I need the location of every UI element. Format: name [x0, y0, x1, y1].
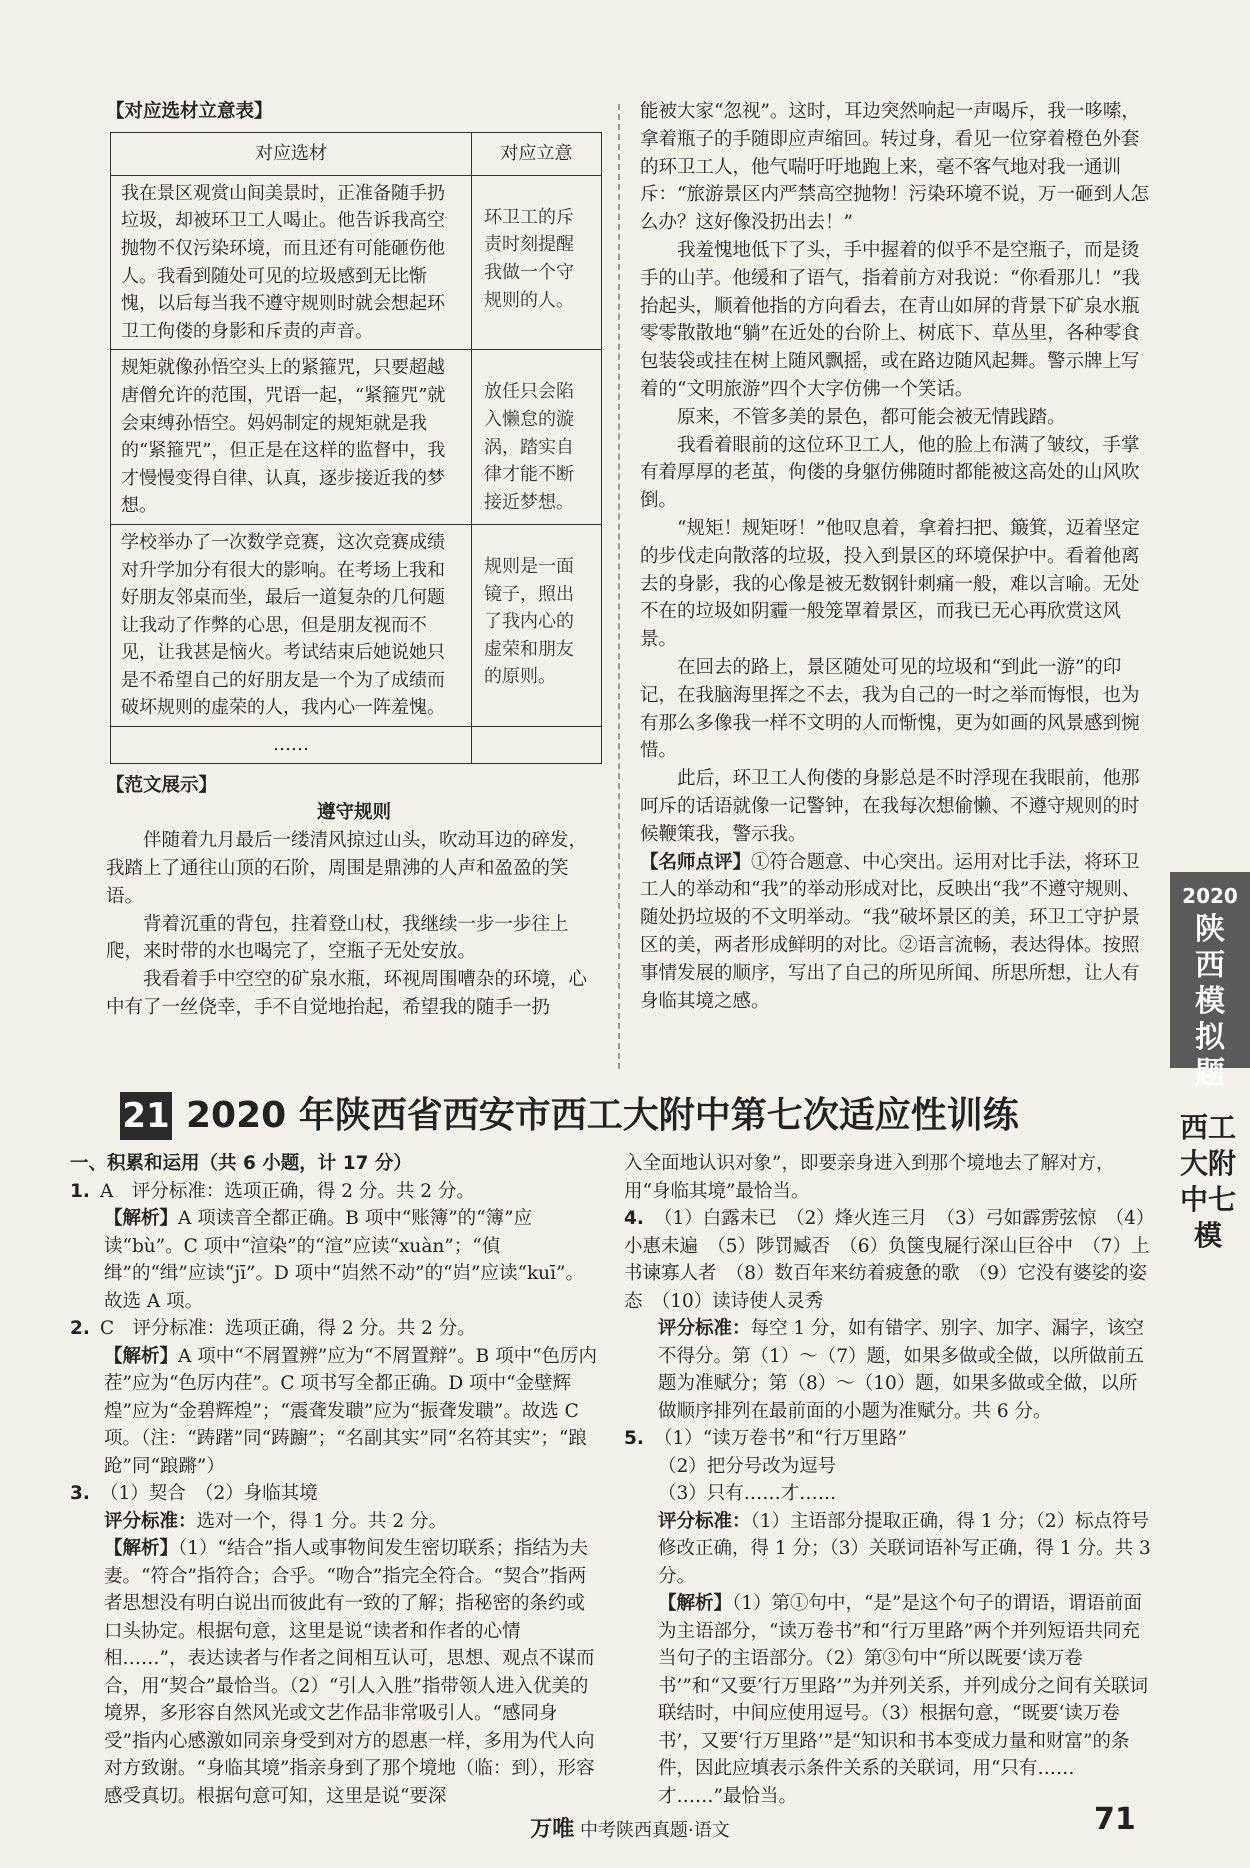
- side-tab-year: [1170, 872, 1250, 1091]
- essay-paragraph: 我看着手中空空的矿泉水瓶，环视周围嘈杂的环境，心中有了一丝侥幸，手不自觉地抬起，希望我的随手一扔: [106, 969, 588, 1019]
- explanation-text: 选对一个，得 1 分。共 2 分。: [196, 1510, 448, 1532]
- section-heading: 一、积累和运用（共 6 小题，计 17 分）: [70, 1153, 412, 1174]
- page-number: 71: [1094, 1802, 1136, 1837]
- essay-paragraph: “规矩！规矩呀！”他叹息着，拿着扫把、簸箕，迈着坚定的步伐走向散落的垃圾，投入到景区的环境保护中。看着他离去的身影，我的心像是被无数钢针刺痛一般，难以言喻。无处不在的垃圾如阴霾一般笼罩着景区，而我已无心再欣赏这风景。: [640, 517, 1140, 651]
- answer-item: [70, 1315, 600, 1343]
- essay-paragraph: 伴随着九月最后一缕清风掠过山头，吹动耳边的碎发，我踏上了通往山顶的石阶，周围是鼎沸的人声和盈盈的笑语。: [106, 830, 588, 907]
- explanation-label: 【解析】: [104, 1538, 179, 1559]
- explanation-text: A 项读音全都正确。B 项中“账簿”的“簿”应读“bù”。C 项中“渲染”的“渲”应读“xuàn”；“偵缉”的“缉”应读“jī”。D 项中“岿然不动”的“岿”应读“kuī”。故选 A 项。: [104, 1208, 584, 1312]
- table-col-material: 对应选材: [111, 132, 472, 175]
- right-column: [640, 98, 1156, 1015]
- answer-text: （1）白露未已 （2）烽火连三月 （3）弓如霹雳弦惊 （4）小惠未遍 （5）陟罚臧否 （6）负箧曳屣行深山巨谷中 （7）上书谏寡人者 （8）数百年来纺着疲惫的歌 （9）它没有婆娑的姿态 （10）读诗使人灵秀: [624, 1208, 1150, 1312]
- explanation-text: A 项中“不屑置辨”应为“不屑置辩”。B 项中“色厉内茬”应为“色厉内荏”。C 项书写全都正确。D 项中“金壁辉煌”应为“金碧辉煌”；“震聋发聩”应为“振聋发聩”。故选 C 项。（注：“踌躇”同“踌躕”；“名副其实”同“名符其实”；“踉跄”同“踉蹡”）: [104, 1345, 598, 1477]
- question-number: 3.: [70, 1483, 90, 1504]
- answer-text: （1）契合 （2）身临其境: [100, 1483, 318, 1504]
- answer-text: （1）“读万卷书”和“行万里路”: [654, 1428, 908, 1449]
- side-tab-school: 西工大附中七模: [1179, 1111, 1236, 1252]
- explanation-text: （1）第①句中，“是”是这个句子的谓语，谓语前面为主语部分，“读万卷书”和“行万里路”两个并列短语共同充当句子的主语部分。（2）第③句中“所以既要‘读万卷书’”和“又要‘行万里路’”为并列关系，并列成分之间有关联词联结时，中间应使用逗号。（3）根据句意，“既要‘读万卷书’，又要‘行万里路’”是“知识和书本变成力量和财富”的条件，因此应填表示条件关系的关联词，用“只有……才……”最恰当。: [658, 1593, 1149, 1807]
- side-tab-year-text: 2020: [1182, 884, 1238, 908]
- essay-paragraph: 背着沉重的背包，拄着登山杖，我继续一步一步往上爬，来时带的水也喝完了，空瓶子无处安放。: [106, 913, 569, 963]
- essay-paragraph: 在回去的路上，景区随处可见的垃圾和“到此一游”的印记，在我脑海里挥之不去，我为自己的一时之举而悔恨，也为有那么多像我一样不文明的人而惭愧，更为如画的风景感到惋惜。: [640, 656, 1140, 762]
- left-column: [106, 98, 602, 1022]
- explanation-text: （1）主语部分提取正确，得 1 分；（2）标点符号修改正确，得 1 分；（3）关联词语补写正确，得 1 分。共 3 分。: [658, 1510, 1151, 1587]
- explanation-label: 评分标准：: [658, 1510, 751, 1532]
- table-cell-material: 我在景区观赏山间美景时，正准备随手扔垃圾，却被环卫工人喝止。他告诉我高空抛物不仅污染环境，而且还有可能砸伤他人。我看到随处可见的垃圾感到无比惭愧，以后每当我不遵守规则时就会想起环卫工佝偻的身影和斥责的声音。: [111, 175, 472, 350]
- essay-continuation: [640, 98, 1156, 849]
- explanation: [70, 1343, 600, 1481]
- table-cell-material: 规矩就像孙悟空头上的紧箍咒，只要超越唐僧允许的范围，咒语一起，“紧箍咒”就会束缚孙悟空。妈妈制定的规矩就是我的“紧箍咒”，但正是在这样的监督中，我才慢慢变得自律、认真，逐步接近我的梦想。: [111, 350, 472, 525]
- explanation: [624, 1315, 1154, 1425]
- question-number: 1.: [70, 1180, 90, 1202]
- explanation: [624, 1590, 1154, 1810]
- table-cell-idea: 环卫工的斥责时刻提醒我做一个守规则的人。: [472, 175, 602, 350]
- explanation-label: 【解析】: [104, 1208, 179, 1229]
- explanation-label: 评分标准：: [104, 1510, 197, 1532]
- table-row: [111, 727, 602, 764]
- answer-text: C 评分标准：选项正确，得 2 分。共 2 分。: [100, 1318, 476, 1339]
- explanation-text: 每空 1 分，如有错字、别字、加字、漏字，该空不得分。第（1）～（7）题，如果多做或全做，以所做前五题为准赋分；第（8）～（10）题，如果多做或全做，以所做顺序排列在最前面的小题为准赋分。共 6 分。: [658, 1318, 1145, 1422]
- table-row: [111, 524, 602, 726]
- side-tab-label: 陕西模拟题: [1195, 912, 1225, 1091]
- essay-paragraph: 我看着眼前的这位环卫工人，他的脸上布满了皱纹，手掌有着厚厚的老茧，佝偻的身躯仿佛随时都能被这高处的山风吹倒。: [640, 434, 1140, 512]
- explanation-text: （1）“结合”指人或事物间发生密切联系；指结为夫妻。“符合”指符合；合乎。“吻合”指完全符合。“契合”指两者思想没有明白说出而彼此有一致的了解；指秘密的条约或口头协定。根据句意，这里是说“读者和作者的心情相……”，表达读者与作者之间相互认可，思想、观点不谋而合，用“契合”最恰当。（2）“引人入胜”指带领人进入优美的境界，多形容自然风光或文艺作品非常吸引人。“感同身受”指内心感激如同亲身受到对方的恩惠一样，多用为代人向对方致谢。“身临其境”指亲身到了那个境地（临：到），形容感受真切。根据句意可知，这里是说“要深: [104, 1538, 595, 1807]
- table-cell-material: ……: [111, 727, 472, 764]
- comment-label: 【名师点评】: [640, 851, 752, 873]
- essay-header: 【范文展示】: [106, 774, 218, 796]
- answer-subitem: （3）只有……才……: [658, 1483, 837, 1504]
- footer: [480, 1812, 780, 1843]
- answers-right-column: [624, 1150, 1154, 1810]
- answers-left-column: [70, 1150, 600, 1810]
- question-number: 5.: [624, 1428, 644, 1449]
- answer-item: [70, 1178, 600, 1206]
- question-number: 2.: [70, 1318, 90, 1339]
- section-title-bar: [120, 1086, 1100, 1148]
- essay-body: [106, 827, 602, 1022]
- continued-text: 入全面地认识对象”，即要亲身进入到那个境地去了解对方，用“身临其境”最恰当。: [624, 1153, 1115, 1202]
- essay-paragraph: 能被大家“忽视”。这时，耳边突然响起一声喝斥，我一哆嗦，拿着瓶子的手随即应声缩回。转过身，看见一位穿着橙色外套的环卫工人，他气喘吁吁地跑上来，毫不客气地对我一通训斥：“旅游景区内严禁高空抛物！污染环境不说，万一砸到人怎么办？这好像没扔出去！”: [640, 101, 1149, 234]
- answer-subitem: （2）把分号改为逗号: [658, 1455, 837, 1477]
- explanation-label: 评分标准：: [658, 1318, 751, 1339]
- column-divider: [618, 104, 620, 1069]
- material-table: [110, 132, 602, 764]
- comment-text: ①符合题意、中心突出。运用对比手法，将环卫工人的举动和“我”的举动形成对比，反映出“我”不遵守规则、随处扔垃圾的不文明举动。“我”破坏景区的美，环卫工守护景区的美，两者形成鲜明的对比。②语言流畅，表达得体。按照事情发展的顺序，写出了自己的所见所闻、所思所想，让人有身临其境之感。: [640, 851, 1141, 1012]
- essay-paragraph: 此后，环卫工人佝偻的身影总是不时浮现在我眼前，他那呵斥的话语就像一记警钟，在我每次想偷懒、不遵守规则的时候鞭策我，警示我。: [640, 768, 1140, 845]
- section-title: 2020 年陕西省西安市西工大附中第七次适应性训练: [186, 1095, 1019, 1136]
- table-col-idea: 对应立意: [472, 132, 602, 175]
- essay-paragraph: 我羞愧地低下了头，手中握着的似乎不是空瓶子，而是烫手的山芋。他缓和了语气，指着前方对我说：“你看那儿！”我抬起头，顺着他指的方向看去，在青山如屏的背景下矿泉水瓶零零散散地“躺”在近处的台阶上、树底下、草丛里，各种零食包装袋或挂在树上随风飘摇，或在路边随风起舞。警示牌上写着的“文明旅游”四个大字仿佛一个笑话。: [640, 239, 1140, 400]
- footer-brand: 万唯: [530, 1817, 575, 1842]
- table-row: [111, 175, 602, 350]
- explanation-label: 【解析】: [104, 1345, 179, 1367]
- table-cell-idea: [472, 727, 602, 764]
- answer-item: [624, 1425, 1154, 1453]
- explanation: [70, 1535, 600, 1810]
- question-number: 4.: [624, 1208, 644, 1229]
- section-number: 21: [120, 1092, 172, 1140]
- table-cell-idea: 放任只会陷入懒怠的漩涡，踏实自律才能不断接近梦想。: [472, 350, 602, 525]
- table-header: 【对应选材立意表】: [106, 101, 273, 122]
- explanation: [70, 1508, 600, 1536]
- answer-item: [624, 1205, 1154, 1315]
- essay-paragraph: 原来，不管多美的景色，都可能会被无情践踏。: [677, 406, 1066, 428]
- table-cell-idea: 规则是一面镜子，照出了我内心的虚荣和朋友的原则。: [472, 524, 602, 726]
- table-cell-material: 学校举办了一次数学竞赛，这次竞赛成绩对升学加分有很大的影响。在考场上我和好朋友邻桌而坐，最后一道复杂的几何题让我动了作弊的心思，但是朋友视而不见，让我甚是恼火。考试结束后她说她只是不希望自己的好朋友是一个为了成绩而破坏规则的虚荣的人，我内心一阵羞愧。: [111, 524, 472, 726]
- explanation: [624, 1508, 1154, 1591]
- explanation: [70, 1205, 600, 1315]
- answer-item: [70, 1480, 600, 1508]
- table-row: [111, 350, 602, 525]
- explanation-label: 【解析】: [658, 1593, 733, 1614]
- teacher-comment: [640, 849, 1156, 1016]
- essay-title: 遵守规则: [316, 802, 391, 824]
- footer-text: 中考陕西真题·语文: [580, 1820, 730, 1841]
- answer-text: A 评分标准：选项正确，得 2 分。共 2 分。: [100, 1180, 475, 1202]
